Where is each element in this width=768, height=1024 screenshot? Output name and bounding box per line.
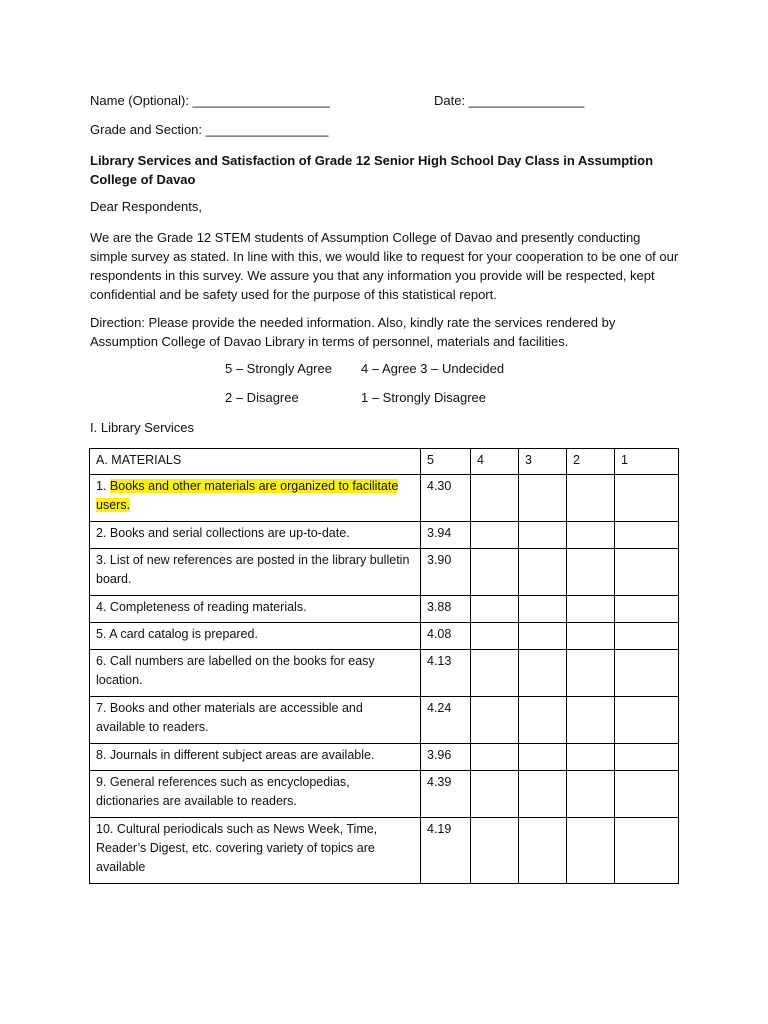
table-row: [90, 697, 679, 744]
table-row: [90, 549, 679, 596]
grade-section-field-label: Grade and Section: _________________: [90, 122, 329, 137]
item-cell: [90, 818, 421, 884]
header-1: 1: [615, 449, 679, 475]
item-text: Books and other materials are accessible and available to readers.: [96, 701, 363, 734]
rating-cell[interactable]: [615, 549, 679, 596]
rating-cell[interactable]: [471, 522, 519, 549]
rating-cell[interactable]: [567, 522, 615, 549]
rating-cell[interactable]: [615, 596, 679, 623]
score-cell: 3.94: [421, 522, 471, 549]
item-cell: [90, 771, 421, 818]
rating-cell[interactable]: [567, 549, 615, 596]
score-cell: 4.08: [421, 623, 471, 650]
direction-paragraph: Direction: Please provide the needed information. Also, kindly rate the services rendered by Assumption College of Davao Library in terms of personnel, materials and facilities.: [90, 315, 616, 349]
item-cell: [90, 475, 421, 522]
rating-cell[interactable]: [615, 623, 679, 650]
item-cell: [90, 650, 421, 697]
item-cell: [90, 623, 421, 650]
item-number: 6.: [96, 654, 107, 668]
section-title: I. Library Services: [90, 420, 195, 435]
score-cell: 4.19: [421, 818, 471, 884]
score-cell: 4.24: [421, 697, 471, 744]
table-row: [90, 522, 679, 549]
item-text: List of new references are posted in the library bulletin board.: [96, 553, 410, 586]
rating-cell[interactable]: [567, 771, 615, 818]
rating-cell[interactable]: [615, 771, 679, 818]
rating-cell[interactable]: [567, 596, 615, 623]
salutation: Dear Respondents,: [90, 199, 203, 214]
survey-title: Library Services and Satisfaction of Grade 12 Senior High School Day Class in Assumption College of Davao: [90, 153, 654, 187]
item-number: 9.: [96, 775, 107, 789]
item-text: Call numbers are labelled on the books for easy location.: [96, 654, 375, 687]
item-number: 5.: [96, 627, 107, 641]
rating-cell[interactable]: [471, 744, 519, 771]
rating-cell[interactable]: [567, 697, 615, 744]
item-number: 2.: [96, 526, 107, 540]
item-number: 1.: [96, 479, 107, 493]
scale-1: 1 – Strongly Disagree: [361, 390, 487, 405]
item-text: General references such as encyclopedias, dictionaries are available to readers.: [96, 775, 350, 808]
materials-rating-table: [89, 448, 679, 884]
rating-cell[interactable]: [471, 475, 519, 522]
item-cell: [90, 549, 421, 596]
rating-cell[interactable]: [519, 744, 567, 771]
rating-cell[interactable]: [615, 522, 679, 549]
rating-cell[interactable]: [615, 744, 679, 771]
item-text: Cultural periodicals such as News Week, Time, Reader’s Digest, etc. covering variety of topics are available: [96, 822, 378, 874]
item-number: 4.: [96, 600, 107, 614]
rating-cell[interactable]: [471, 818, 519, 884]
name-field-label: Name (Optional): ___________________: [90, 93, 330, 108]
item-text: Books and serial collections are up-to-date.: [109, 526, 350, 540]
rating-cell[interactable]: [615, 697, 679, 744]
header-materials: A. MATERIALS: [90, 449, 421, 475]
header-2: 2: [567, 449, 615, 475]
table-header-row: [90, 449, 679, 475]
date-field-label: Date: ________________: [434, 93, 585, 108]
item-text: A card catalog is prepared.: [109, 627, 258, 641]
table-row: [90, 650, 679, 697]
header-3: 3: [519, 449, 567, 475]
rating-cell[interactable]: [615, 818, 679, 884]
table-row: [90, 623, 679, 650]
rating-cell[interactable]: [471, 596, 519, 623]
table-row: [90, 771, 679, 818]
intro-paragraph: We are the Grade 12 STEM students of Assumption College of Davao and presently conducting simple survey as stated. In line with this, we would like to request for your cooperation to be one of our respondents in this survey. We assure you that any information you provide will be respected, kept confidential and be safety used for the purpose of this statistical report.: [90, 230, 679, 302]
rating-cell[interactable]: [519, 697, 567, 744]
scale-2: 2 – Disagree: [225, 390, 299, 405]
item-text: Completeness of reading materials.: [109, 600, 307, 614]
item-text: Journals in different subject areas are available.: [109, 748, 375, 762]
score-cell: 4.13: [421, 650, 471, 697]
table-row: [90, 475, 679, 522]
rating-cell[interactable]: [519, 650, 567, 697]
rating-cell[interactable]: [519, 771, 567, 818]
rating-cell[interactable]: [519, 818, 567, 884]
item-number: 3.: [96, 553, 107, 567]
rating-cell[interactable]: [567, 650, 615, 697]
rating-cell[interactable]: [615, 475, 679, 522]
table-row: [90, 596, 679, 623]
score-cell: 3.88: [421, 596, 471, 623]
item-text-highlighted: Books and other materials are organized to facilitate users.: [96, 479, 399, 512]
rating-cell[interactable]: [471, 650, 519, 697]
rating-cell[interactable]: [519, 522, 567, 549]
score-cell: 3.96: [421, 744, 471, 771]
item-cell: [90, 744, 421, 771]
rating-cell[interactable]: [519, 596, 567, 623]
rating-cell[interactable]: [567, 475, 615, 522]
rating-cell[interactable]: [471, 697, 519, 744]
rating-cell[interactable]: [519, 475, 567, 522]
item-number: 10.: [96, 822, 114, 836]
rating-cell[interactable]: [519, 623, 567, 650]
item-number: 8.: [96, 748, 107, 762]
rating-cell[interactable]: [471, 771, 519, 818]
header-4: 4: [471, 449, 519, 475]
rating-cell[interactable]: [471, 623, 519, 650]
item-cell: [90, 697, 421, 744]
item-number: 7.: [96, 701, 107, 715]
rating-cell[interactable]: [567, 818, 615, 884]
item-cell: [90, 522, 421, 549]
rating-cell[interactable]: [615, 650, 679, 697]
rating-cell[interactable]: [567, 623, 615, 650]
item-cell: [90, 596, 421, 623]
rating-cell[interactable]: [519, 549, 567, 596]
rating-cell[interactable]: [567, 744, 615, 771]
header-5: 5: [421, 449, 471, 475]
score-cell: 3.90: [421, 549, 471, 596]
score-cell: 4.39: [421, 771, 471, 818]
score-cell: 4.30: [421, 475, 471, 522]
scale-4-3: 4 – Agree 3 – Undecided: [361, 361, 505, 376]
table-row: [90, 744, 679, 771]
table-row: [90, 818, 679, 884]
scale-5: 5 – Strongly Agree: [225, 361, 332, 376]
rating-cell[interactable]: [471, 549, 519, 596]
